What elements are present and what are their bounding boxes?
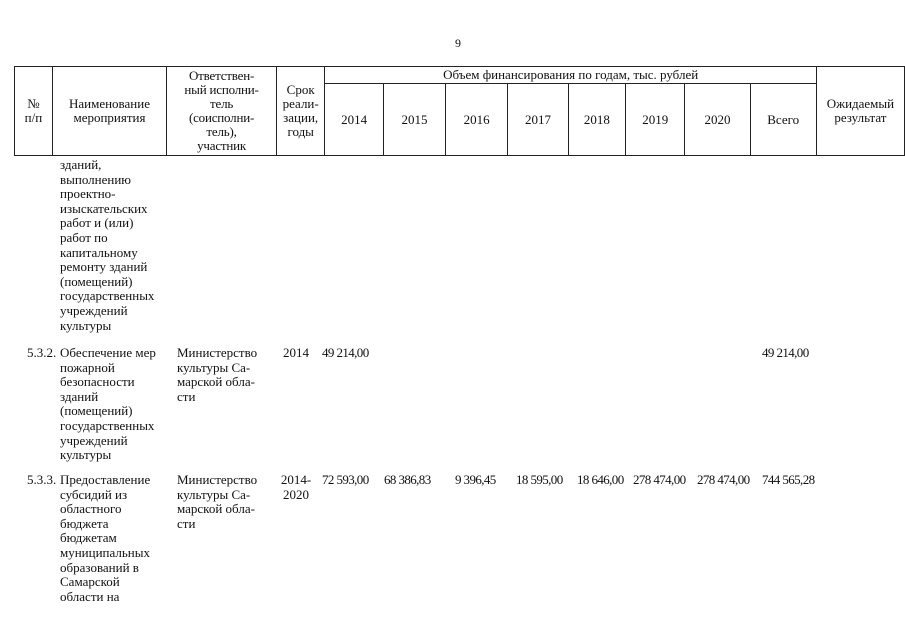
row-name: Обеспечение мер пожарной безопасности зданий (помещений) государственных учреждений культуры [60, 345, 156, 463]
value-2015: 68 386,83 [384, 472, 431, 487]
value-2018: 18 646,00 [577, 472, 624, 487]
row-responsible: Министерство культуры Са- марской обла- сти [177, 345, 258, 404]
header-name: Наименование мероприятия [52, 67, 166, 156]
row-number: 5.3.3. [27, 472, 57, 487]
table-header [14, 66, 905, 156]
header-year-2019: 2019 [626, 84, 685, 156]
value-2020: 278 474,00 [697, 472, 750, 487]
header-year-2018: 2018 [568, 84, 625, 156]
row-name: зданий, выполнению проектно- изыскательских работ и (или) работ по капитальному ремонту зданий (помещений) государственных учреждений культуры [60, 157, 155, 333]
header-year-2017: 2017 [508, 84, 568, 156]
header-result: Ожидаемый результат [816, 67, 904, 156]
header-financing-title: Объем финансирования по годам, тыс. рублей [325, 67, 816, 84]
header-total: Всего [750, 84, 816, 156]
header-year-2014: 2014 [325, 84, 383, 156]
row-term: 2014 [283, 345, 309, 360]
header-year-2015: 2015 [383, 84, 445, 156]
row-number: 5.3.2. [27, 345, 57, 360]
page-number: 9 [455, 36, 461, 50]
value-2019: 278 474,00 [633, 472, 686, 487]
header-year-2016: 2016 [446, 84, 508, 156]
header-term: Срок реали- зации, годы [276, 67, 324, 156]
value-2016: 9 396,45 [455, 472, 496, 487]
header-responsible: Ответствен- ный исполни- тель (соисполни- тель), участник [167, 67, 277, 156]
row-term: 2014- 2020 [280, 472, 312, 502]
value-total: 49 214,00 [762, 345, 809, 360]
header-year-2020: 2020 [685, 84, 750, 156]
value-2014: 49 214,00 [322, 345, 369, 360]
row-responsible: Министерство культуры Са- марской обла- сти [177, 472, 258, 531]
value-2014: 72 593,00 [322, 472, 369, 487]
row-name: Предоставление субсидий из областного бюджета бюджетам муниципальных образований в Самарской области на [60, 472, 151, 604]
value-total: 744 565,28 [762, 472, 815, 487]
value-2017: 18 595,00 [516, 472, 563, 487]
header-no: № п/п [15, 67, 53, 156]
